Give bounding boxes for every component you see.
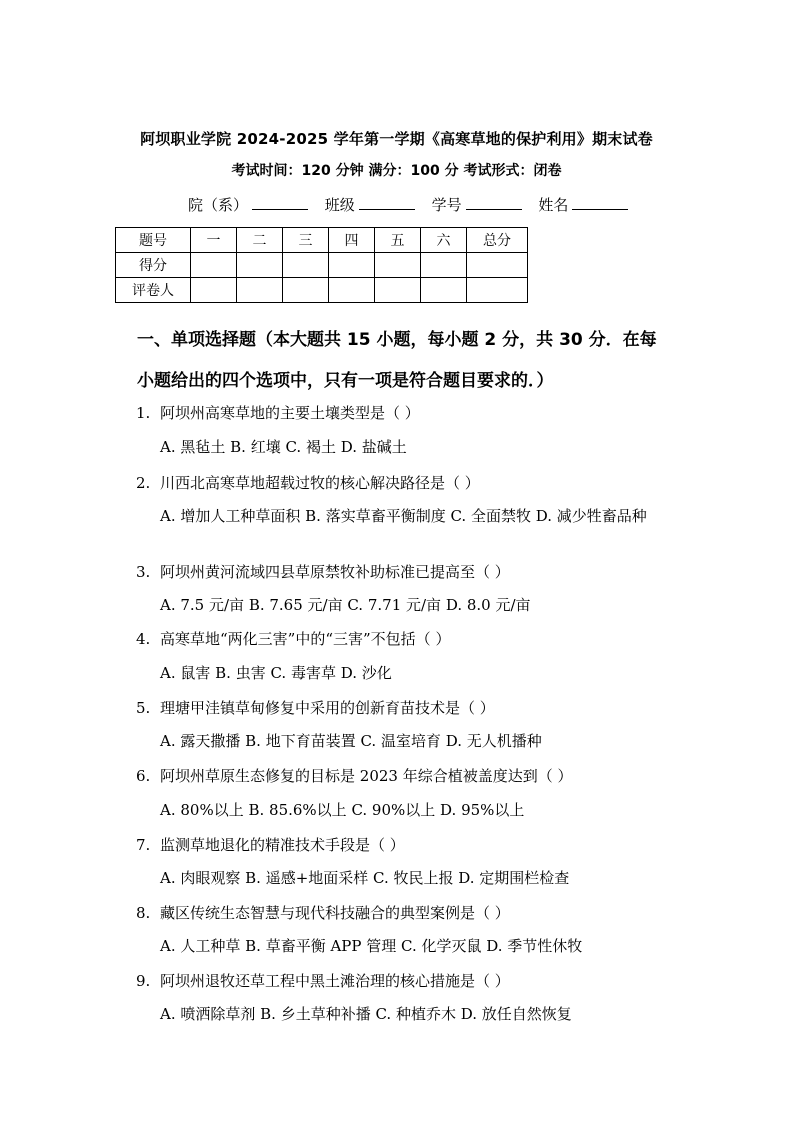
question-text: 阿坝州退牧还草工程中黑土滩治理的核心措施是（ ） [160, 972, 510, 990]
question-text: 阿坝州草原生态修复的目标是 2023 年综合植被盖度达到（ ） [160, 767, 573, 785]
score-cell[interactable] [283, 253, 329, 278]
question-number: 7. [136, 836, 151, 854]
grader-cell[interactable] [191, 278, 237, 303]
question-6 [136, 765, 696, 786]
grader-cell[interactable] [375, 278, 421, 303]
score-cell[interactable] [421, 253, 467, 278]
question-number: 2. [136, 474, 151, 492]
question-number: 1. [136, 404, 151, 422]
question-2-options: A. 增加人工种草面积 B. 落实草畜平衡制度 C. 全面禁牧 D. 减少牲畜品种 [160, 507, 647, 525]
score-cell[interactable] [329, 253, 375, 278]
class-blank[interactable] [359, 195, 415, 210]
header-cell: 六 [421, 228, 467, 253]
question-7 [136, 834, 696, 855]
grader-cell[interactable] [467, 278, 528, 303]
question-4-options: A. 鼠害 B. 虫害 C. 毒害草 D. 沙化 [160, 664, 392, 682]
student-id-label: 学号 [431, 196, 462, 214]
section-heading-line2: 小题给出的四个选项中，只有一项是符合题目要求的．） [137, 371, 554, 391]
question-3 [136, 561, 696, 582]
dept-label: 院（系） [188, 196, 249, 214]
question-number: 9. [136, 972, 151, 990]
question-5 [136, 697, 696, 718]
row-label: 评卷人 [116, 278, 191, 303]
question-text: 高寒草地“两化三害”中的“三害”不包括（ ） [160, 630, 451, 648]
score-table-header-row [116, 228, 528, 253]
exam-title: 阿坝职业学院 2024-2025 学年第一学期《高寒草地的保护利用》期末试卷 [140, 130, 653, 148]
score-table [115, 227, 528, 303]
header-cell: 一 [191, 228, 237, 253]
name-blank[interactable] [572, 195, 628, 210]
grader-cell[interactable] [237, 278, 283, 303]
class-label: 班级 [324, 196, 355, 214]
question-text: 藏区传统生态智慧与现代科技融合的典型案例是（ ） [160, 904, 510, 922]
question-8-options: A. 人工种草 B. 草畜平衡 APP 管理 C. 化学灭鼠 D. 季节性休牧 [160, 937, 583, 955]
question-5-options: A. 露天撒播 B. 地下育苗装置 C. 温室培育 D. 无人机播种 [160, 732, 542, 750]
score-cell[interactable] [237, 253, 283, 278]
question-number: 3. [136, 563, 151, 581]
question-1 [136, 402, 696, 423]
grader-cell[interactable] [283, 278, 329, 303]
question-number: 6. [136, 767, 151, 785]
question-9 [136, 970, 696, 991]
grader-cell[interactable] [329, 278, 375, 303]
grader-row [116, 278, 528, 303]
header-cell: 题号 [116, 228, 191, 253]
score-cell[interactable] [467, 253, 528, 278]
question-9-options: A. 喷洒除草剂 B. 乡土草种补播 C. 种植乔木 D. 放任自然恢复 [160, 1005, 572, 1023]
dept-blank[interactable] [252, 195, 308, 210]
header-cell: 二 [237, 228, 283, 253]
grader-cell[interactable] [421, 278, 467, 303]
question-1-options: A. 黑毡土 B. 红壤 C. 褐土 D. 盐碱土 [160, 438, 407, 456]
score-cell[interactable] [375, 253, 421, 278]
question-text: 理塘甲洼镇草甸修复中采用的创新育苗技术是（ ） [160, 699, 495, 717]
question-text: 阿坝州高寒草地的主要土壤类型是（ ） [160, 404, 420, 422]
section-heading-line1: 一、单项选择题（本大题共 15 小题，每小题 2 分，共 30 分．在每 [137, 330, 657, 350]
student-info-line [188, 194, 640, 215]
question-number: 4. [136, 630, 151, 648]
student-id-blank[interactable] [466, 195, 522, 210]
question-number: 8. [136, 904, 151, 922]
question-text: 阿坝州黄河流域四县草原禁牧补助标准已提高至（ ） [160, 563, 510, 581]
header-cell: 三 [283, 228, 329, 253]
name-label: 姓名 [538, 196, 569, 214]
question-2 [136, 472, 696, 493]
question-number: 5. [136, 699, 151, 717]
row-label: 得分 [116, 253, 191, 278]
header-cell: 总分 [467, 228, 528, 253]
question-4 [136, 628, 696, 649]
question-text: 川西北高寒草地超载过牧的核心解决路径是（ ） [160, 474, 480, 492]
question-7-options: A. 肉眼观察 B. 遥感+地面采样 C. 牧民上报 D. 定期围栏检查 [160, 869, 570, 887]
score-cell[interactable] [191, 253, 237, 278]
header-cell: 四 [329, 228, 375, 253]
question-8 [136, 902, 696, 923]
question-3-options: A. 7.5 元/亩 B. 7.65 元/亩 C. 7.71 元/亩 D. 8.0 元/亩 [160, 596, 531, 614]
exam-subtitle: 考试时间：120 分钟 满分：100 分 考试形式：闭卷 [231, 163, 562, 179]
question-text: 监测草地退化的精准技术手段是（ ） [160, 836, 405, 854]
score-row [116, 253, 528, 278]
question-6-options: A. 80%以上 B. 85.6%以上 C. 90%以上 D. 95%以上 [160, 801, 525, 819]
header-cell: 五 [375, 228, 421, 253]
